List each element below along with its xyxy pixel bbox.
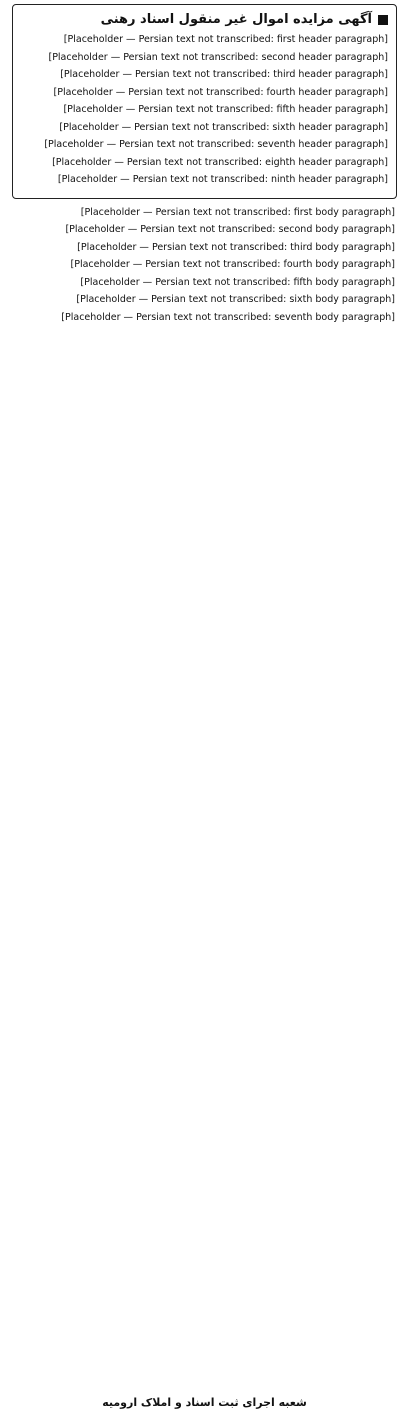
body-paragraph: [Placeholder — Persian text not transcribed: sixth body paragraph]	[76, 294, 395, 305]
footer-row	[12, 1391, 397, 1410]
title-square-icon	[378, 15, 388, 25]
header-paragraph: [Placeholder — Persian text not transcribed: fourth header paragraph]	[53, 86, 388, 98]
body-paragraph: [Placeholder — Persian text not transcribed: fourth body paragraph]	[70, 259, 395, 270]
body-paragraph: [Placeholder — Persian text not transcribed: second body paragraph]	[65, 224, 395, 235]
body-paragraph: [Placeholder — Persian text not transcribed: fifth body paragraph]	[80, 276, 395, 288]
header-paragraph: [Placeholder — Persian text not transcribed: ninth header paragraph]	[57, 174, 388, 185]
notice-header-box	[12, 4, 397, 199]
notice-title: آگهی مزایده اموال غیر منقول اسناد رهنی	[100, 12, 372, 27]
header-paragraph: [Placeholder — Persian text not transcribed: eighth header paragraph]	[52, 156, 388, 168]
header-paragraph: [Placeholder — Persian text not transcribed: seventh header paragraph]	[44, 139, 388, 150]
header-paragraph: [Placeholder — Persian text not transcribed: third header paragraph]	[60, 69, 388, 80]
notice-page	[12, 4, 397, 1418]
title-row	[21, 11, 388, 28]
header-paragraph: [Placeholder — Persian text not transcribed: sixth header paragraph]	[59, 121, 388, 133]
header-paragraph: [Placeholder — Persian text not transcribed: first header paragraph]	[63, 34, 388, 45]
issuing-office-signature: شعبه اجرای ثبت اسناد و املاک ارومیه	[102, 1396, 307, 1409]
header-paragraph: [Placeholder — Persian text not transcribed: fifth header paragraph]	[63, 104, 388, 115]
notice-body	[12, 205, 397, 326]
body-paragraph: [Placeholder — Persian text not transcribed: third body paragraph]	[77, 241, 395, 253]
body-paragraph: [Placeholder — Persian text not transcribed: first body paragraph]	[80, 206, 395, 218]
body-paragraph: [Placeholder — Persian text not transcribed: seventh body paragraph]	[61, 311, 395, 323]
header-paragraph: [Placeholder — Persian text not transcribed: second header paragraph]	[48, 51, 388, 63]
